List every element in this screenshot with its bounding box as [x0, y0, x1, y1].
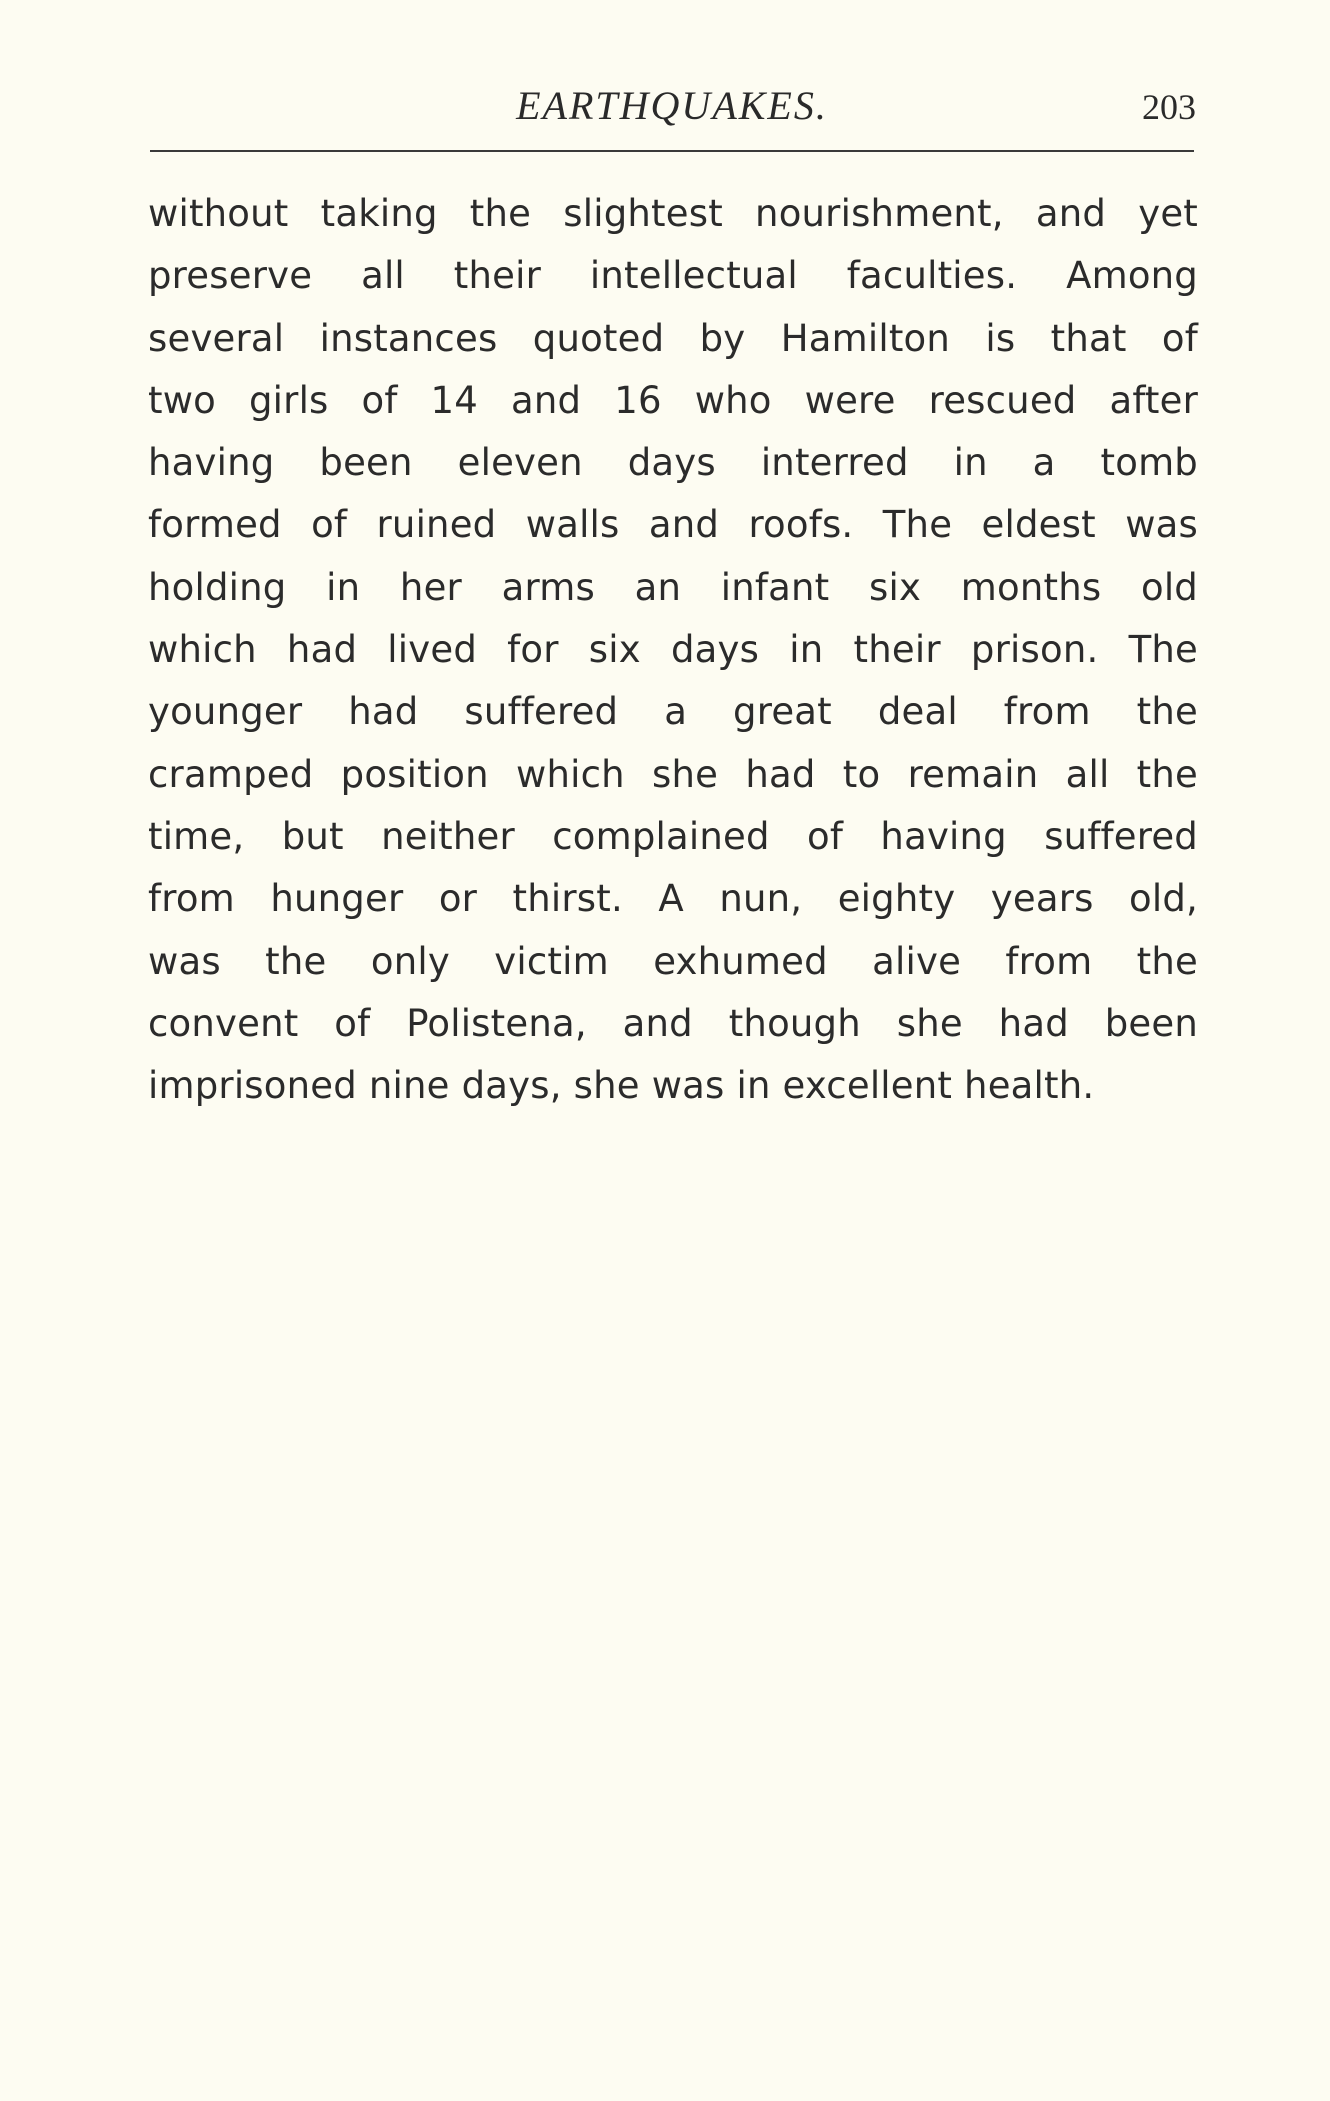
- text-line: several instances quoted by Hamilton is that of: [148, 316, 1198, 360]
- running-title: EARTHQUAKES.: [516, 83, 828, 128]
- text-line: was the only victim exhumed alive from the: [148, 939, 1198, 983]
- text-line: holding in her arms an infant six months old: [148, 565, 1198, 609]
- text-line: cramped position which she had to remain all the: [148, 752, 1198, 796]
- text-line: having been eleven days interred in a tomb: [148, 441, 1198, 485]
- header-rule: [150, 150, 1194, 152]
- text-line: younger had suffered a great deal from the: [148, 690, 1198, 734]
- text-line: time, but neither complained of having suffered: [148, 814, 1198, 858]
- text-line: which had lived for six days in their prison. The: [148, 628, 1198, 672]
- text-line: without taking the slightest nourishment, and yet: [148, 192, 1198, 235]
- text-line: convent of Polistena, and though she had been: [148, 1001, 1198, 1045]
- page-number: 203: [1142, 87, 1196, 127]
- body-paragraph: [148, 183, 1198, 1117]
- text-line: two girls of 14 and 16 who were rescued after: [148, 378, 1198, 422]
- running-head: [148, 82, 1196, 142]
- text-line: from hunger or thirst. A nun, eighty years old,: [148, 877, 1198, 921]
- text-line: formed of ruined walls and roofs. The eldest was: [148, 503, 1198, 547]
- text-line: preserve all their intellectual faculties. Among: [148, 254, 1198, 298]
- text-line: imprisoned nine days, she was in excellent health.: [148, 1064, 1095, 1108]
